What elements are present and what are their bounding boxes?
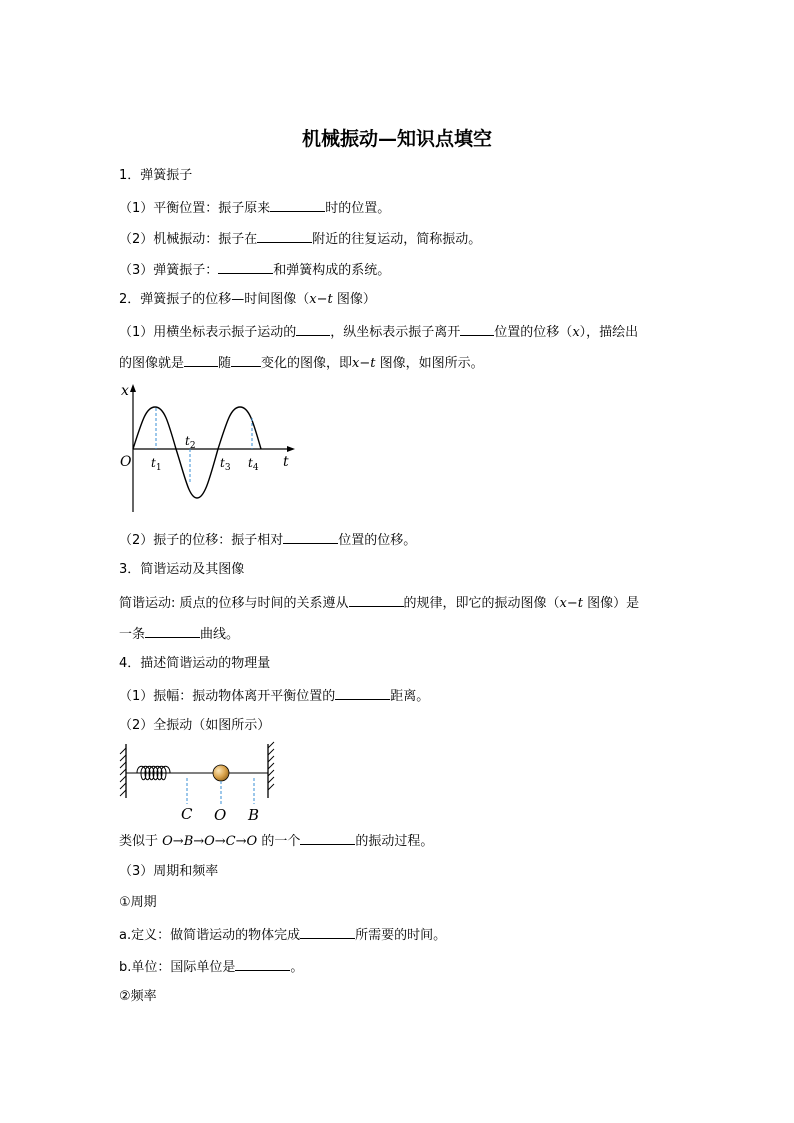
t1-label: $t_1$ <box>151 456 162 473</box>
oscillator-ball <box>213 765 229 781</box>
fill-blank[interactable] <box>460 322 494 336</box>
fill-blank[interactable] <box>235 957 290 971</box>
fill-blank[interactable] <box>300 925 355 939</box>
left-wall-hatch <box>120 748 126 796</box>
s1-line-3: （3）弹簧振子： 和弹簧构成的系统。 <box>119 260 390 280</box>
fill-blank[interactable] <box>145 624 200 638</box>
fill-blank[interactable] <box>335 686 390 700</box>
section-3-heading: 3．简谐运动及其图像 <box>119 562 245 577</box>
fill-blank[interactable] <box>231 353 261 367</box>
s4-line-5: ①周期 <box>119 895 157 910</box>
spring-oscillator-diagram <box>117 740 282 825</box>
right-wall-hatch <box>268 742 274 790</box>
t-axis-arrow-icon <box>287 446 295 452</box>
section-1-heading: 1．弹簧振子 <box>119 168 193 183</box>
section-2-heading: 2．弹簧振子的位移—时间图像（x−t 图像） <box>119 292 376 307</box>
s4-line-4: （3）周期和频率 <box>119 864 219 879</box>
x-axis-arrow-icon <box>130 384 136 392</box>
label-o: O <box>214 806 227 824</box>
s2-line-2: 的图像就是 随 变化的图像，即x−t 图像，如图所示。 <box>119 353 484 373</box>
s4-line-6: a.定义：做简谐运动的物体完成 所需要的时间。 <box>119 925 446 945</box>
fill-blank[interactable] <box>257 229 312 243</box>
fill-blank[interactable] <box>349 593 404 607</box>
page-title: 机械振动—知识点填空 <box>301 128 492 150</box>
fill-blank[interactable] <box>218 260 273 274</box>
t3-label: $t_3$ <box>220 456 231 473</box>
spring-coil <box>129 766 212 780</box>
s3-line-1: 简谐运动: 质点的位移与时间的关系遵从 的规律，即它的振动图像（x−t 图像）是 <box>119 593 639 613</box>
s4-line-1: （1）振幅：振动物体离开平衡位置的 距离。 <box>119 686 429 706</box>
t-axis-label: t <box>283 454 289 470</box>
fill-blank[interactable] <box>270 198 325 212</box>
t4-label: $t_4$ <box>248 456 259 473</box>
label-b: B <box>248 806 260 824</box>
s4-line-8: ②频率 <box>119 989 157 1004</box>
s1-line-1: （1）平衡位置：振子原来 时的位置。 <box>119 198 390 218</box>
label-c: C <box>181 805 193 823</box>
section-4-heading: 4．描述简谐运动的物理量 <box>119 656 271 671</box>
fill-blank[interactable] <box>300 831 355 845</box>
fill-blank[interactable] <box>283 530 338 544</box>
s4-line-7: b.单位：国际单位是 。 <box>119 957 303 977</box>
sine-curve <box>133 407 261 498</box>
s1-line-2: （2）机械振动：振子在 附近的往复运动，简称振动。 <box>119 229 481 249</box>
t2-label: $t_2$ <box>185 434 196 451</box>
x-axis-label: x <box>121 383 129 399</box>
origin-label: O <box>120 454 132 470</box>
displacement-time-graph <box>117 380 302 515</box>
s4-line-2: （2）全振动（如图所示） <box>119 718 271 733</box>
s3-line-2: 一条 曲线。 <box>119 624 239 644</box>
s2-line-1: （1）用横坐标表示振子运动的 ，纵坐标表示振子离开 位置的位移（x），描绘出 <box>119 322 638 342</box>
s4-line-3: 类似于 O→B→O→C→O 的一个 的振动过程。 <box>119 831 433 851</box>
s2-line-3: （2）振子的位移：振子相对 位置的位移。 <box>119 530 416 550</box>
fill-blank[interactable] <box>296 322 330 336</box>
fill-blank[interactable] <box>184 353 218 367</box>
